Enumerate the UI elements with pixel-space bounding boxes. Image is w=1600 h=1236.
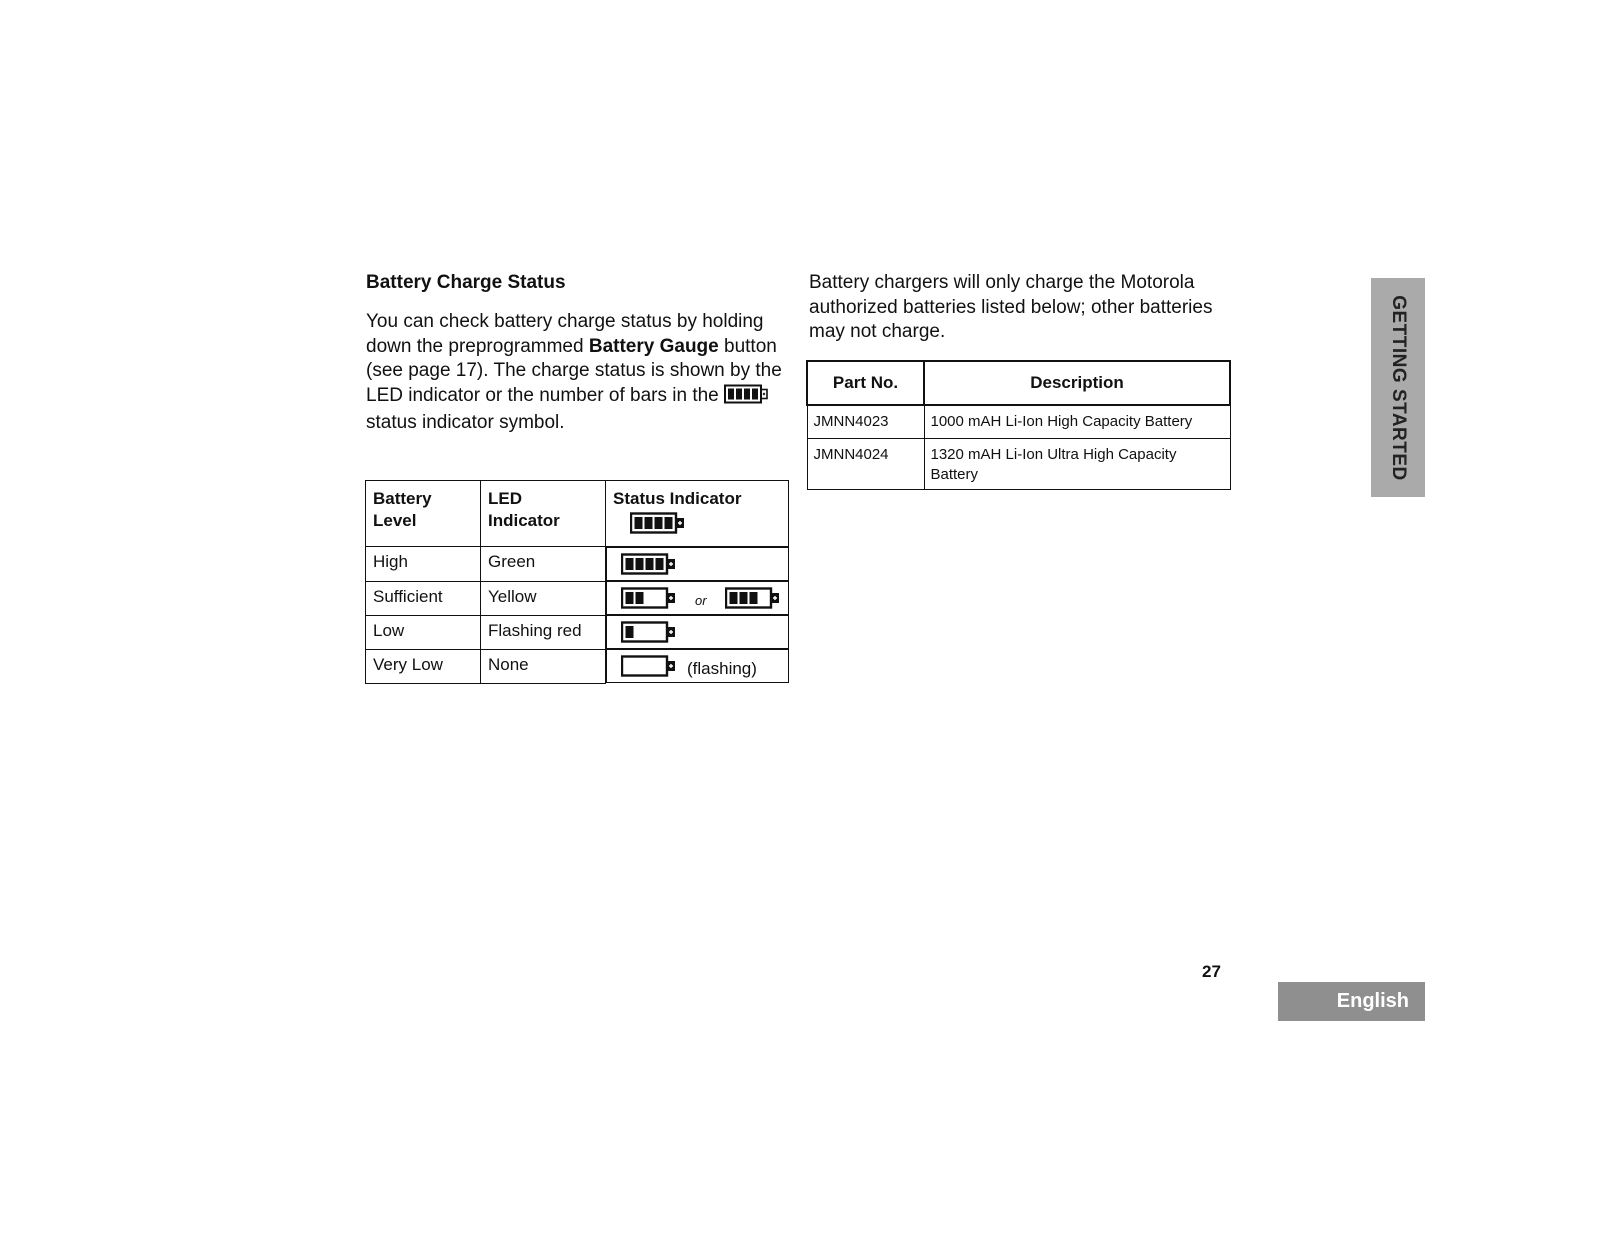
level-cell: Very Low <box>366 649 481 683</box>
level-cell: Low <box>366 615 481 649</box>
intro-paragraph <box>366 310 786 436</box>
language-label: English <box>1336 990 1409 1012</box>
or-label: or <box>695 592 707 608</box>
battery-3-bars-icon <box>725 587 781 614</box>
battery-empty-icon <box>621 655 677 682</box>
status-cell <box>606 649 789 683</box>
page-number: 27 <box>1202 962 1221 981</box>
battery-full-icon <box>724 384 768 412</box>
status-cell <box>606 581 789 615</box>
description-cell: 1000 mAH Li-Ion High Capacity Battery <box>924 405 1230 439</box>
intro-text-2: button (see page 17). The charge status is shown by the LED indicator or the number of bars in the <box>366 335 782 406</box>
battery-4-bars-icon <box>621 553 677 580</box>
status-cell <box>606 547 789 581</box>
part-number-cell: JMNN4024 <box>807 439 924 490</box>
battery-gauge-button-name: Battery Gauge <box>588 335 719 357</box>
led-cell: None <box>481 649 606 683</box>
table-row <box>366 615 789 649</box>
table-row <box>366 649 789 683</box>
table-row <box>366 547 789 582</box>
flashing-note: (flashing) <box>687 658 757 678</box>
header-status-indicator <box>606 481 789 547</box>
table-row <box>807 405 1230 439</box>
table-row <box>807 439 1230 490</box>
charger-note: Battery chargers will only charge the Motorola authorized batteries listed below; other batteries may not charge. <box>809 272 1213 342</box>
description-cell: 1320 mAH Li-Ion Ultra High Capacity Battery <box>924 439 1230 490</box>
header-battery-level: Battery Level <box>366 481 481 547</box>
language-tab <box>1278 982 1425 1021</box>
header-led-indicator: LED Indicator <box>481 481 606 547</box>
battery-1-bar-icon <box>621 621 677 648</box>
table-row <box>366 581 789 615</box>
battery-level-table <box>365 480 789 684</box>
header-status-label: Status Indicator <box>613 489 742 508</box>
table-header-row <box>366 481 789 547</box>
header-description: Description <box>924 361 1230 405</box>
battery-full-icon <box>613 510 781 540</box>
led-cell: Yellow <box>481 581 606 615</box>
side-tab-label: GETTING STARTED <box>1388 294 1409 481</box>
battery-2-bars-icon <box>621 587 677 614</box>
led-cell: Green <box>481 547 606 582</box>
intro-text-3: status indicator symbol. <box>366 412 565 433</box>
intro-text-1: You can check battery charge status by holding down the preprogrammed <box>366 311 764 357</box>
header-part-no: Part No. <box>807 361 924 405</box>
section-side-tab <box>1371 278 1425 497</box>
led-cell: Flashing red <box>481 615 606 649</box>
level-cell: High <box>366 547 481 582</box>
parts-header-row <box>807 361 1230 405</box>
status-cell <box>606 615 789 649</box>
battery-parts-table <box>806 360 1231 490</box>
part-number-cell: JMNN4023 <box>807 405 924 439</box>
section-title: Battery Charge Status <box>366 272 566 293</box>
level-cell: Sufficient <box>366 581 481 615</box>
